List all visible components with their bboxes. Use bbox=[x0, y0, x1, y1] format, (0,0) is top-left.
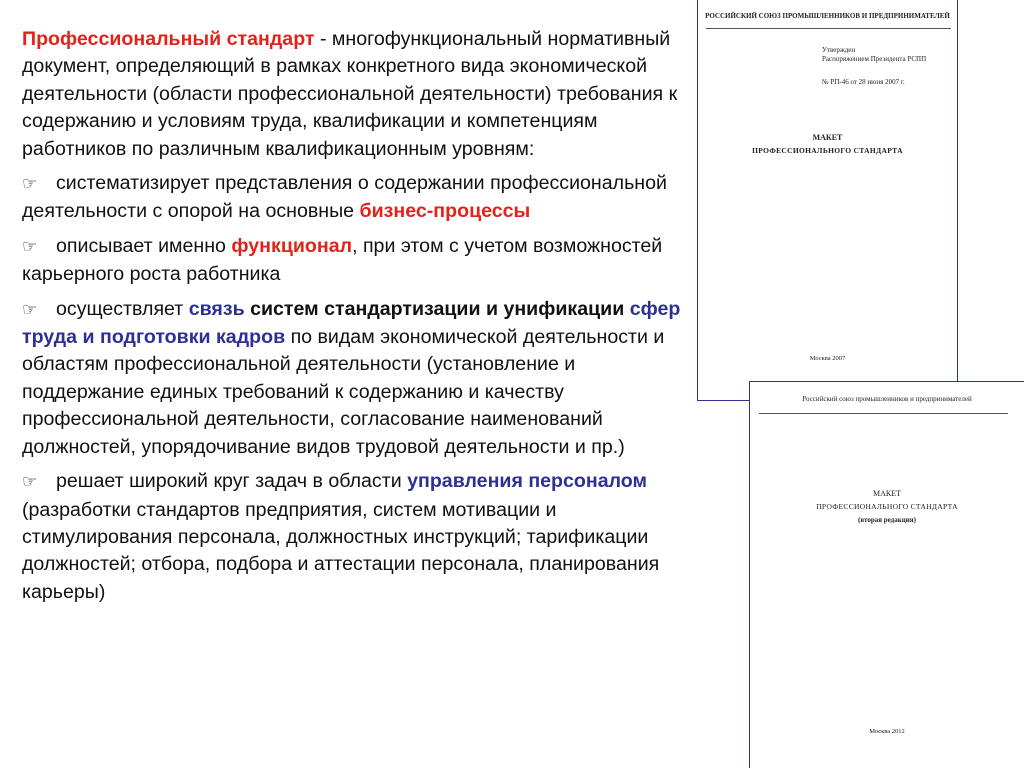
pointing-hand-icon: ☞ bbox=[22, 299, 38, 320]
doc-approval: Утвержден Распоряжением Президента РСПП bbox=[822, 46, 927, 63]
bullet-3: ☞ осуществляет связь систем стандартизации и унификации сфер труда и подготовки кадров по видам экономической деятельности и областям профессиональной деятельности (установление и поддержание единых требований к содержанию и качеству профессиональной деятельности, согласование наименований должностей, упорядочивание видов трудовой деятельности и пр.) bbox=[22, 297, 681, 458]
doc-city-year: Москва 2012 bbox=[869, 728, 905, 735]
bullet-1: ☞ систематизирует представления о содержании профессиональной деятельности с опорой на основные бизнес-процессы bbox=[22, 172, 667, 223]
doc-subtitle: ПРОФЕССИОНАЛЬНОГО СТАНДАРТА bbox=[816, 502, 958, 511]
document-2012-page bbox=[749, 381, 1024, 768]
highlight-link: связь bbox=[188, 297, 245, 320]
document-2007-page bbox=[697, 0, 958, 401]
bold-standardization: систем стандартизации и унификации bbox=[244, 297, 625, 320]
intro-paragraph bbox=[22, 26, 692, 163]
doc-divider bbox=[706, 28, 951, 29]
slide-text bbox=[22, 26, 692, 606]
doc-title: МАКЕТ bbox=[873, 489, 901, 498]
doc-title: МАКЕТ bbox=[812, 133, 843, 142]
doc-org-name: РОССИЙСКИЙ СОЮЗ ПРОМЫШЛЕННИКОВ И ПРЕДПРИНИМАТЕЛЕЙ bbox=[705, 12, 950, 20]
doc-org-name: Российский союз промышленников и предпринимателей bbox=[802, 395, 972, 403]
highlight-functional: функционал bbox=[231, 234, 353, 257]
highlight-business-processes: бизнес-процессы bbox=[359, 200, 531, 223]
highlight-labor-spheres: сфер труда и подготовки кадров bbox=[22, 297, 681, 349]
doc-subtitle: ПРОФЕССИОНАЛЬНОГО СТАНДАРТА bbox=[752, 146, 903, 155]
highlight-hr-management: управления персоналом bbox=[407, 470, 648, 493]
bullet-2: ☞ описывает именно функционал, при этом с учетом возможностей карьерного роста работника bbox=[22, 234, 663, 286]
doc-edition: (вторая редакция) bbox=[858, 516, 916, 524]
term-highlight: Профессиональный стандарт bbox=[22, 28, 315, 50]
bullet-4: ☞ решает широкий круг задач в области управления персоналом (разработки стандартов предприятия, систем мотивации и стимулирования персонала, должностных инструкций; тарификации должностей; отбора, подбора и аттестации персонала, планирования карьеры) bbox=[22, 470, 660, 603]
pointing-hand-icon: ☞ bbox=[22, 472, 38, 493]
pointing-hand-icon: ☞ bbox=[22, 174, 38, 195]
doc-number: № РП-46 от 28 июня 2007 г. bbox=[822, 78, 905, 86]
doc-divider bbox=[759, 413, 1008, 414]
definition-text: - многофункциональный нормативный документ, определяющий в рамках конкретного вида экономической деятельности (области профессиональной деятельности) требования к содержанию и условиям труда, квалификации и компетенциям работников по различным квалификационным уровням: bbox=[22, 28, 678, 160]
doc-city-year: Москва 2007 bbox=[809, 355, 846, 362]
pointing-hand-icon: ☞ bbox=[22, 236, 38, 257]
